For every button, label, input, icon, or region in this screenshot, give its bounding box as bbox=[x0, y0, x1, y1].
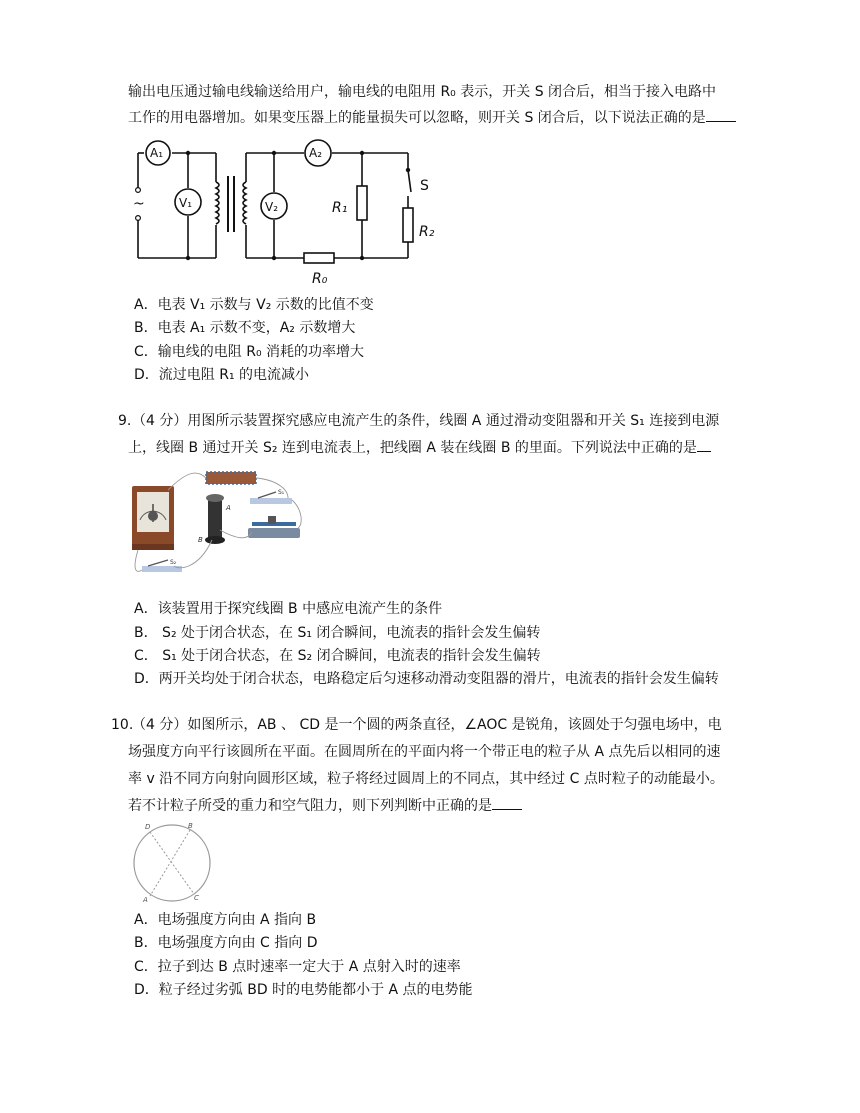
q9-option-a: A．该装置用于探究线圈 B 中感应电流产生的条件 bbox=[134, 601, 443, 617]
label-a1: A₁ bbox=[150, 146, 164, 160]
q8-option-a: A．电表 V₁ 示数与 V₂ 示数的比值不变 bbox=[134, 297, 374, 313]
q10-option-a: A．电场强度方向由 A 指向 B bbox=[134, 912, 317, 928]
label-v2: V₂ bbox=[265, 200, 279, 214]
q10-option-c: C．拉子到达 B 点时速率一定大于 A 点射入时的速率 bbox=[134, 959, 461, 975]
answer-blank bbox=[706, 107, 736, 122]
label-b: B bbox=[188, 822, 193, 830]
q10-option-b: B．电场强度方向由 C 指向 D bbox=[134, 935, 318, 951]
q10-stem-line2: 场强度方向平行该圆所在平面。在圆周所在的平面内将一个带正电的粒子从 A 点先后以相同的速 bbox=[128, 744, 721, 760]
label-a: A bbox=[143, 896, 148, 904]
answer-blank bbox=[697, 437, 711, 452]
q9-stem-line2: 上，线圈 B 通过开关 S₂ 连到电流表上，把线圈 A 装在线圈 B 的里面。下列说法中正确的是 bbox=[128, 437, 711, 459]
label-r2: R₂ bbox=[419, 224, 435, 240]
label-ac-source: ~ bbox=[133, 196, 145, 212]
svg-text:S₁: S₁ bbox=[278, 489, 285, 496]
q10-stem-line3: 率 v 沿不同方向射向圆形区域，粒子将经过圆周上的不同点，其中经过 C 点时粒子的动能最小。 bbox=[128, 771, 724, 787]
q8-stem-line1: 输出电压通过输电线输送给用户，输电线的电阻用 R₀ 表示，开关 S 闭合后，相当于接入电路中 bbox=[128, 84, 717, 100]
svg-text:B: B bbox=[198, 536, 203, 544]
q8-option-d: D．流过电阻 R₁ 的电流减小 bbox=[134, 367, 310, 383]
q10-option-d: D．粒子经过劣弧 BD 时的电势能都小于 A 点的电势能 bbox=[134, 982, 473, 998]
q9-number: 9. bbox=[118, 413, 132, 429]
q8-stem-line2: 工作的用电器增加。如果变压器上的能量损失可以忽略，则开关 S 闭合后，以下说法正确的是 bbox=[128, 107, 736, 129]
label-c: C bbox=[194, 894, 199, 902]
q10-circle-diameters-diagram bbox=[128, 822, 218, 904]
label-v1: V₁ bbox=[179, 196, 193, 210]
label-r0: R₀ bbox=[312, 271, 328, 287]
label-switch-s: S bbox=[420, 178, 429, 194]
label-d: D bbox=[145, 823, 151, 831]
label-r1: R₁ bbox=[332, 200, 348, 216]
svg-text:S₂: S₂ bbox=[170, 559, 177, 566]
q10-stem-line1: （4 分）如图所示，AB 、 CD 是一个圆的两条直径，∠AOC 是锐角，该圆处于匀强电场中，电 bbox=[132, 717, 722, 733]
q10-stem-line4: 若不计粒子所受的重力和空气阻力，则下列判断中正确的是 bbox=[128, 795, 522, 817]
q9-option-b: B． S₂ 处于闭合状态，在 S₁ 闭合瞬间，电流表的指针会发生偏转 bbox=[134, 625, 541, 641]
q9-stem-line1: （4 分）用图所示装置探究感应电流产生的条件，线圈 A 通过滑动变阻器和开关 S₁ 连接到电源 bbox=[132, 413, 720, 429]
q8-transformer-circuit-diagram bbox=[128, 140, 435, 290]
q10-number: 10. bbox=[111, 717, 134, 733]
label-a2: A₂ bbox=[309, 146, 323, 160]
q8-option-c: C．输电线的电阻 R₀ 消耗的功率增大 bbox=[134, 344, 365, 360]
answer-blank bbox=[492, 795, 522, 810]
q9-induction-apparatus-illustration bbox=[128, 470, 308, 582]
q9-option-c: C． S₁ 处于闭合状态，在 S₂ 闭合瞬间，电流表的指针会发生偏转 bbox=[134, 648, 541, 664]
q9-option-d: D．两开关均处于闭合状态，电路稳定后匀速移动滑动变阻器的滑片，电流表的指针会发生偏转 bbox=[134, 671, 719, 687]
svg-text:A: A bbox=[226, 504, 231, 512]
q8-option-b: B．电表 A₁ 示数不变，A₂ 示数增大 bbox=[134, 320, 356, 336]
